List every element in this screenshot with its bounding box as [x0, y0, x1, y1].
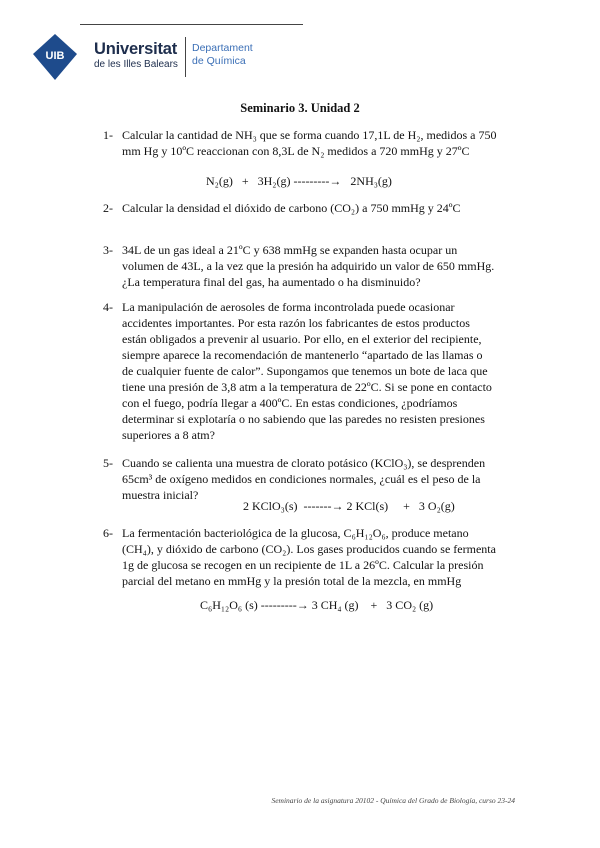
header-rule — [80, 24, 303, 25]
question-line: Calcular la densidad el dióxido de carbono (CO₂) a 750 mmHg y 24ºC — [122, 201, 461, 215]
page-footer: Seminario de la asignatura 20102 - Química del Grado de Biología, curso 23-24 — [271, 796, 515, 805]
uib-logo-icon — [30, 32, 80, 82]
question-number: 2- — [103, 201, 113, 215]
question-line: superiores a 8 atm? — [122, 428, 215, 442]
question-line: parcial del metano en mmHg y la presión total de la mezcla, en mmHg — [122, 574, 462, 588]
question-line: accidentes importantes. Por esta razón los fabricantes de estos productos — [122, 316, 470, 330]
department-name — [192, 42, 253, 68]
question-number: 1- — [103, 128, 113, 142]
header-divider — [185, 37, 186, 77]
question-line: (CH₄), y dióxido de carbono (CO₂). Los gases producidos cuando se fermenta — [122, 542, 496, 556]
question-line: muestra inicial? — [122, 488, 199, 502]
question-number: 3- — [103, 243, 113, 257]
question-number: 5- — [103, 456, 113, 470]
equation-5: 2 KClO₃(s) -------→ 2 KCl(s) + 3 O₂(g) — [243, 499, 455, 513]
question-number: 4- — [103, 300, 113, 314]
department-line-1: Departament — [192, 42, 253, 54]
university-name: Universitat — [94, 40, 178, 58]
logo-text: UIB — [45, 50, 65, 62]
question-line: tiene una presión de 3,8 atm a la temperatura de 22ºC. Si se pone en contacto — [122, 380, 492, 394]
department-line-2: de Química — [192, 55, 246, 67]
question-line: 65cm³ de oxígeno medidos en condiciones normales, ¿cuál es el peso de la — [122, 472, 481, 486]
question-line: determinar si explotaría o no sabiendo que las paredes no resisten presiones — [122, 412, 485, 426]
university-subtitle: de les Illes Balears — [94, 59, 178, 70]
question-line: mm Hg y 10ºC reaccionan con 8,3L de N₂ medidos a 720 mmHg y 27ºC — [122, 144, 470, 158]
question-number: 6- — [103, 526, 113, 540]
question-line: Cuando se calienta una muestra de clorato potásico (KClO₃), se desprenden — [122, 456, 486, 470]
question-line: Calcular la cantidad de NH₃ que se forma cuando 17,1L de H₂, medidos a 750 — [122, 128, 497, 142]
question-line: están obligados a prevenir al usuario. Por ello, en el exterior del recipiente, — [122, 332, 482, 346]
question-line: 1g de glucosa se recogen en un recipiente de 1L a 26ºC. Calcular la presión — [122, 558, 484, 572]
question-line: siempre aparece la recomendación de mantenerlo “apartado de las llamas o — [122, 348, 483, 362]
question-line: La manipulación de aerosoles de forma incontrolada puede ocasionar — [122, 300, 455, 314]
question-line: con el fuego, podría llegar a 400ºC. En estas condiciones, ¿podríamos — [122, 396, 458, 410]
question-line: 34L de un gas ideal a 21ºC y 638 mmHg se expanden hasta ocupar un — [122, 243, 458, 257]
page-title: Seminario 3. Unidad 2 — [240, 101, 360, 115]
equation-6: C₆H₁₂O₆ (s) ---------→ 3 CH₄ (g) + 3 CO₂ (g) — [200, 598, 434, 612]
question-line: de cualquier fuente de calor”. Supongamos que tenemos un bote de laca que — [122, 364, 488, 378]
question-line: La fermentación bacteriológica de la glucosa, C₆H₁₂O₆, produce metano — [122, 526, 469, 540]
question-line: volumen de 43L, a la vez que la presión ha adquirido un valor de 650 mmHg. — [122, 259, 495, 273]
equation-1: N₂(g) + 3H₂(g) ---------→ 2NH₃(g) — [206, 174, 392, 188]
question-line: ¿La temperatura final del gas, ha aumentado o ha disminuido? — [122, 275, 421, 289]
